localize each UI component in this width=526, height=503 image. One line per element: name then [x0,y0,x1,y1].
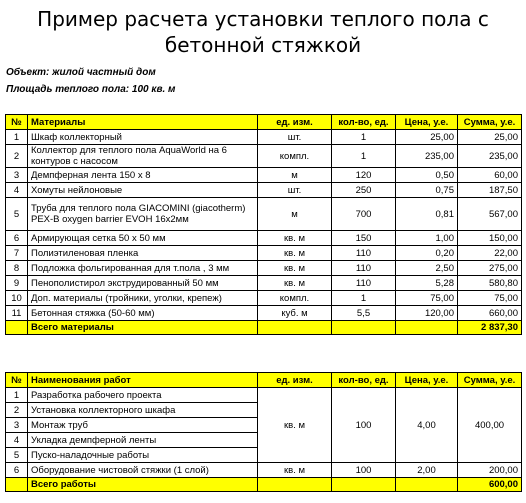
column-header: Цена, у.е. [396,373,458,388]
total-label: Всего работы [28,478,258,492]
item-sum: 660,00 [458,306,522,321]
item-unit: шт. [258,183,332,198]
total-row [6,321,522,335]
row-number: 4 [6,183,28,198]
item-sum: 567,00 [458,198,522,231]
table-row [6,198,522,231]
item-price: 235,00 [396,145,458,168]
work-name: Установка коллекторного шкафа [28,403,258,418]
item-name: Шкаф коллекторный [28,130,258,145]
row-number: 5 [6,198,28,231]
item-unit: шт. [258,130,332,145]
item-name: Подложка фольгированная для т.пола , 3 мм [28,261,258,276]
table-row [6,463,522,478]
table-header-row [6,115,522,130]
item-quantity: 100 [332,463,396,478]
empty-cell [332,478,396,492]
total-row [6,478,522,492]
total-label: Всего материалы [28,321,258,335]
group-price: 4,00 [396,388,458,463]
empty-cell [332,321,396,335]
item-quantity: 5,5 [332,306,396,321]
group-sum: 400,00 [458,388,522,463]
column-header: Сумма, у.е. [458,373,522,388]
row-number: 8 [6,261,28,276]
table-row [6,183,522,198]
item-quantity: 1 [332,130,396,145]
empty-cell [396,321,458,335]
table-header-row [6,373,522,388]
item-unit: кв. м [258,246,332,261]
item-price: 0,20 [396,246,458,261]
group-unit: кв. м [258,388,332,463]
row-number: 11 [6,306,28,321]
table-row [6,261,522,276]
item-quantity: 700 [332,198,396,231]
column-header: Наименования работ [28,373,258,388]
row-number: 2 [6,403,28,418]
item-unit: м [258,198,332,231]
row-number: 1 [6,388,28,403]
group-quantity: 100 [332,388,396,463]
item-unit: компл. [258,145,332,168]
item-quantity: 110 [332,246,396,261]
work-name: Монтаж труб [28,418,258,433]
row-number: 2 [6,145,28,168]
column-header: Материалы [28,115,258,130]
item-quantity: 120 [332,168,396,183]
total-value: 2 837,30 [458,321,522,335]
table-row [6,168,522,183]
item-name: Бетонная стяжка (50-60 мм) [28,306,258,321]
work-name: Пуско-наладочные работы [28,448,258,463]
table-row [6,291,522,306]
column-header: № [6,373,28,388]
column-header: кол-во, ед. [332,373,396,388]
row-number: 4 [6,433,28,448]
work-name: Укладка демпферной ленты [28,433,258,448]
object-line: Объект: жилой частный дом [6,67,156,78]
row-number: 3 [6,168,28,183]
works-table [5,372,522,492]
item-price: 2,00 [396,463,458,478]
item-unit: куб. м [258,306,332,321]
table-row [6,306,522,321]
item-name: Демпферная лента 150 х 8 [28,168,258,183]
table-row [6,231,522,246]
row-number: 6 [6,463,28,478]
empty-cell [258,321,332,335]
item-quantity: 1 [332,291,396,306]
item-sum: 25,00 [458,130,522,145]
column-header: кол-во, ед. [332,115,396,130]
item-sum: 22,00 [458,246,522,261]
item-name: Хомуты нейлоновые [28,183,258,198]
item-quantity: 150 [332,231,396,246]
item-name: Армирующая сетка 50 х 50 мм [28,231,258,246]
row-number: 7 [6,246,28,261]
item-price: 0,50 [396,168,458,183]
item-sum: 60,00 [458,168,522,183]
item-unit: кв. м [258,231,332,246]
table-row [6,145,522,168]
item-sum: 200,00 [458,463,522,478]
item-price: 0,81 [396,198,458,231]
item-unit: кв. м [258,463,332,478]
item-sum: 150,00 [458,231,522,246]
empty-cell [6,478,28,492]
column-header: ед. изм. [258,115,332,130]
item-unit: компл. [258,291,332,306]
empty-cell [258,478,332,492]
item-name: Доп. материалы (тройники, уголки, крепеж) [28,291,258,306]
total-value: 600,00 [458,478,522,492]
item-quantity: 110 [332,276,396,291]
work-name: Разработка рабочего проекта [28,388,258,403]
item-price: 25,00 [396,130,458,145]
item-name: Коллектор для теплого пола AquaWorld на 6 контуров с насосом [28,145,258,168]
area-line: Площадь теплого пола: 100 кв. м [6,84,176,95]
table-row [6,130,522,145]
item-price: 75,00 [396,291,458,306]
row-number: 9 [6,276,28,291]
column-header: Цена, у.е. [396,115,458,130]
item-unit: кв. м [258,276,332,291]
table-row [6,276,522,291]
row-number: 6 [6,231,28,246]
row-number: 5 [6,448,28,463]
item-price: 2,50 [396,261,458,276]
item-sum: 580,80 [458,276,522,291]
empty-cell [6,321,28,335]
work-name: Оборудование чистовой стяжки (1 слой) [28,463,258,478]
item-quantity: 250 [332,183,396,198]
item-name: Полиэтиленовая пленка [28,246,258,261]
item-sum: 235,00 [458,145,522,168]
item-price: 0,75 [396,183,458,198]
item-name: Пенополистирол экструдированный 50 мм [28,276,258,291]
item-price: 120,00 [396,306,458,321]
table-row [6,388,522,403]
table-row [6,246,522,261]
column-header: Сумма, у.е. [458,115,522,130]
item-price: 5,28 [396,276,458,291]
page-title: Пример расчета установки теплого пола с бетонной стяжкой [37,7,489,57]
empty-cell [396,478,458,492]
column-header: № [6,115,28,130]
materials-table [5,114,522,335]
row-number: 1 [6,130,28,145]
item-unit: м [258,168,332,183]
item-unit: кв. м [258,261,332,276]
row-number: 3 [6,418,28,433]
item-sum: 187,50 [458,183,522,198]
column-header: ед. изм. [258,373,332,388]
item-name: Труба для теплого пола GIACOMINI (giacotherm) PEX-B oxygen barrier EVOH 16x2мм [28,198,258,231]
item-quantity: 1 [332,145,396,168]
item-sum: 75,00 [458,291,522,306]
item-sum: 275,00 [458,261,522,276]
item-price: 1,00 [396,231,458,246]
row-number: 10 [6,291,28,306]
item-quantity: 110 [332,261,396,276]
